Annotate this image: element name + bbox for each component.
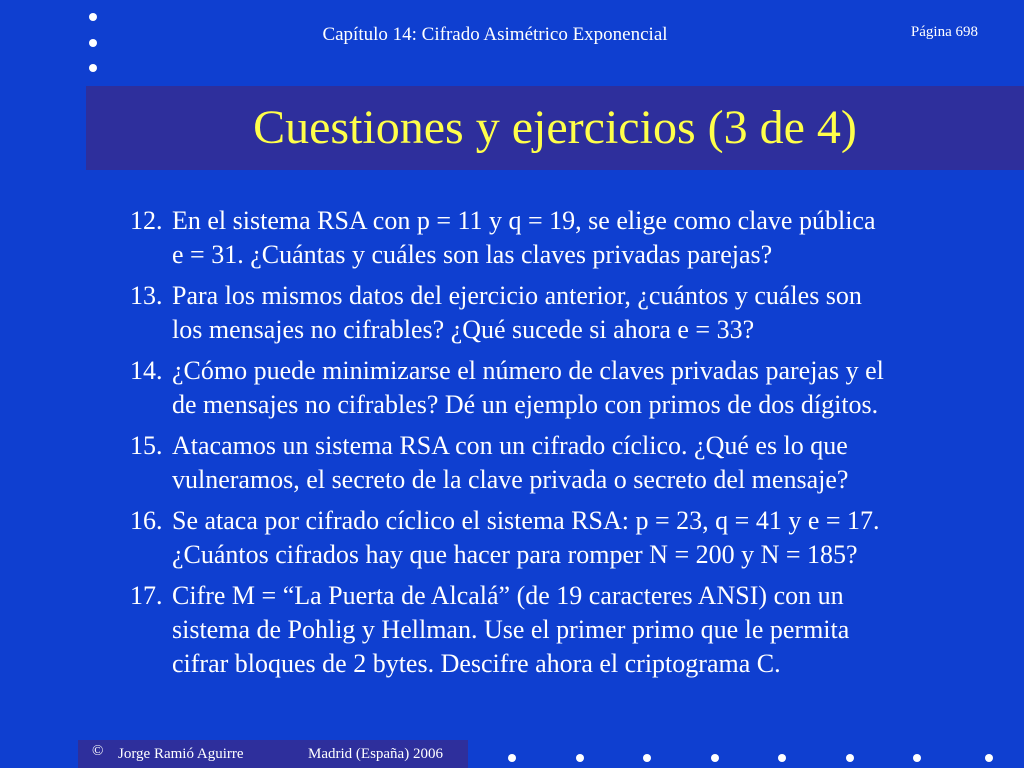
exercise-line: Para los mismos datos del ejercicio anterior, ¿cuántos y cuáles son xyxy=(172,281,862,310)
exercise-line: Atacamos un sistema RSA con un cifrado cíclico. ¿Qué es lo que xyxy=(172,431,848,460)
exercise-line: ¿Cuántos cifrados hay que hacer para romper N = 200 y N = 185? xyxy=(172,540,858,569)
exercise-text xyxy=(172,204,970,272)
chapter-header: Capítulo 14: Cifrado Asimétrico Exponencial xyxy=(322,24,668,45)
exercise-number: 16. xyxy=(130,506,163,535)
exercise-item xyxy=(130,579,970,681)
slide-title: Cuestiones y ejercicios (3 de 4) xyxy=(253,101,857,154)
exercise-text xyxy=(172,579,970,681)
decorative-dot xyxy=(846,754,854,762)
exercise-text xyxy=(172,504,970,572)
decorative-dot xyxy=(643,754,651,762)
decorative-dot xyxy=(711,754,719,762)
exercise-number: 14. xyxy=(130,356,163,385)
page-number: Página 698 xyxy=(910,24,978,40)
exercise-list xyxy=(130,204,970,688)
copyright-symbol: © xyxy=(92,743,104,759)
exercise-line: sistema de Pohlig y Hellman. Use el primer primo que le permita xyxy=(172,615,850,644)
decorative-dot xyxy=(89,13,97,21)
exercise-item xyxy=(130,429,970,497)
exercise-line: En el sistema RSA con p = 11 y q = 19, se elige como clave pública xyxy=(172,206,876,235)
exercise-text xyxy=(172,429,970,497)
title-band xyxy=(86,86,1024,170)
decorative-dot xyxy=(508,754,516,762)
exercise-text xyxy=(172,279,970,347)
footer-place: Madrid (España) 2006 xyxy=(308,746,443,762)
exercise-line: cifrar bloques de 2 bytes. Descifre ahora el criptograma C. xyxy=(172,649,781,678)
exercise-line: los mensajes no cifrables? ¿Qué sucede si ahora e = 33? xyxy=(172,315,755,344)
decorative-dot xyxy=(913,754,921,762)
exercise-line: ¿Cómo puede minimizarse el número de claves privadas parejas y el xyxy=(172,356,884,385)
decorative-dot xyxy=(778,754,786,762)
decorative-dot xyxy=(576,754,584,762)
exercise-line: vulneramos, el secreto de la clave privada o secreto del mensaje? xyxy=(172,465,849,494)
exercise-text xyxy=(172,354,970,422)
footer xyxy=(78,740,468,768)
decorative-dot xyxy=(89,64,97,72)
exercise-number: 13. xyxy=(130,281,163,310)
exercise-number: 12. xyxy=(130,206,163,235)
decorative-dot xyxy=(985,754,993,762)
exercise-line: de mensajes no cifrables? Dé un ejemplo con primos de dos dígitos. xyxy=(172,390,879,419)
exercise-item xyxy=(130,204,970,272)
exercise-number: 15. xyxy=(130,431,163,460)
exercise-item xyxy=(130,504,970,572)
exercise-line: Se ataca por cifrado cíclico el sistema RSA: p = 23, q = 41 y e = 17. xyxy=(172,506,880,535)
exercise-line: e = 31. ¿Cuántas y cuáles son las claves privadas parejas? xyxy=(172,240,773,269)
footer-author: Jorge Ramió Aguirre xyxy=(118,746,244,762)
exercise-item xyxy=(130,279,970,347)
exercise-item xyxy=(130,354,970,422)
exercise-number: 17. xyxy=(130,581,163,610)
exercise-line: Cifre M = “La Puerta de Alcalá” (de 19 caracteres ANSI) con un xyxy=(172,581,844,610)
